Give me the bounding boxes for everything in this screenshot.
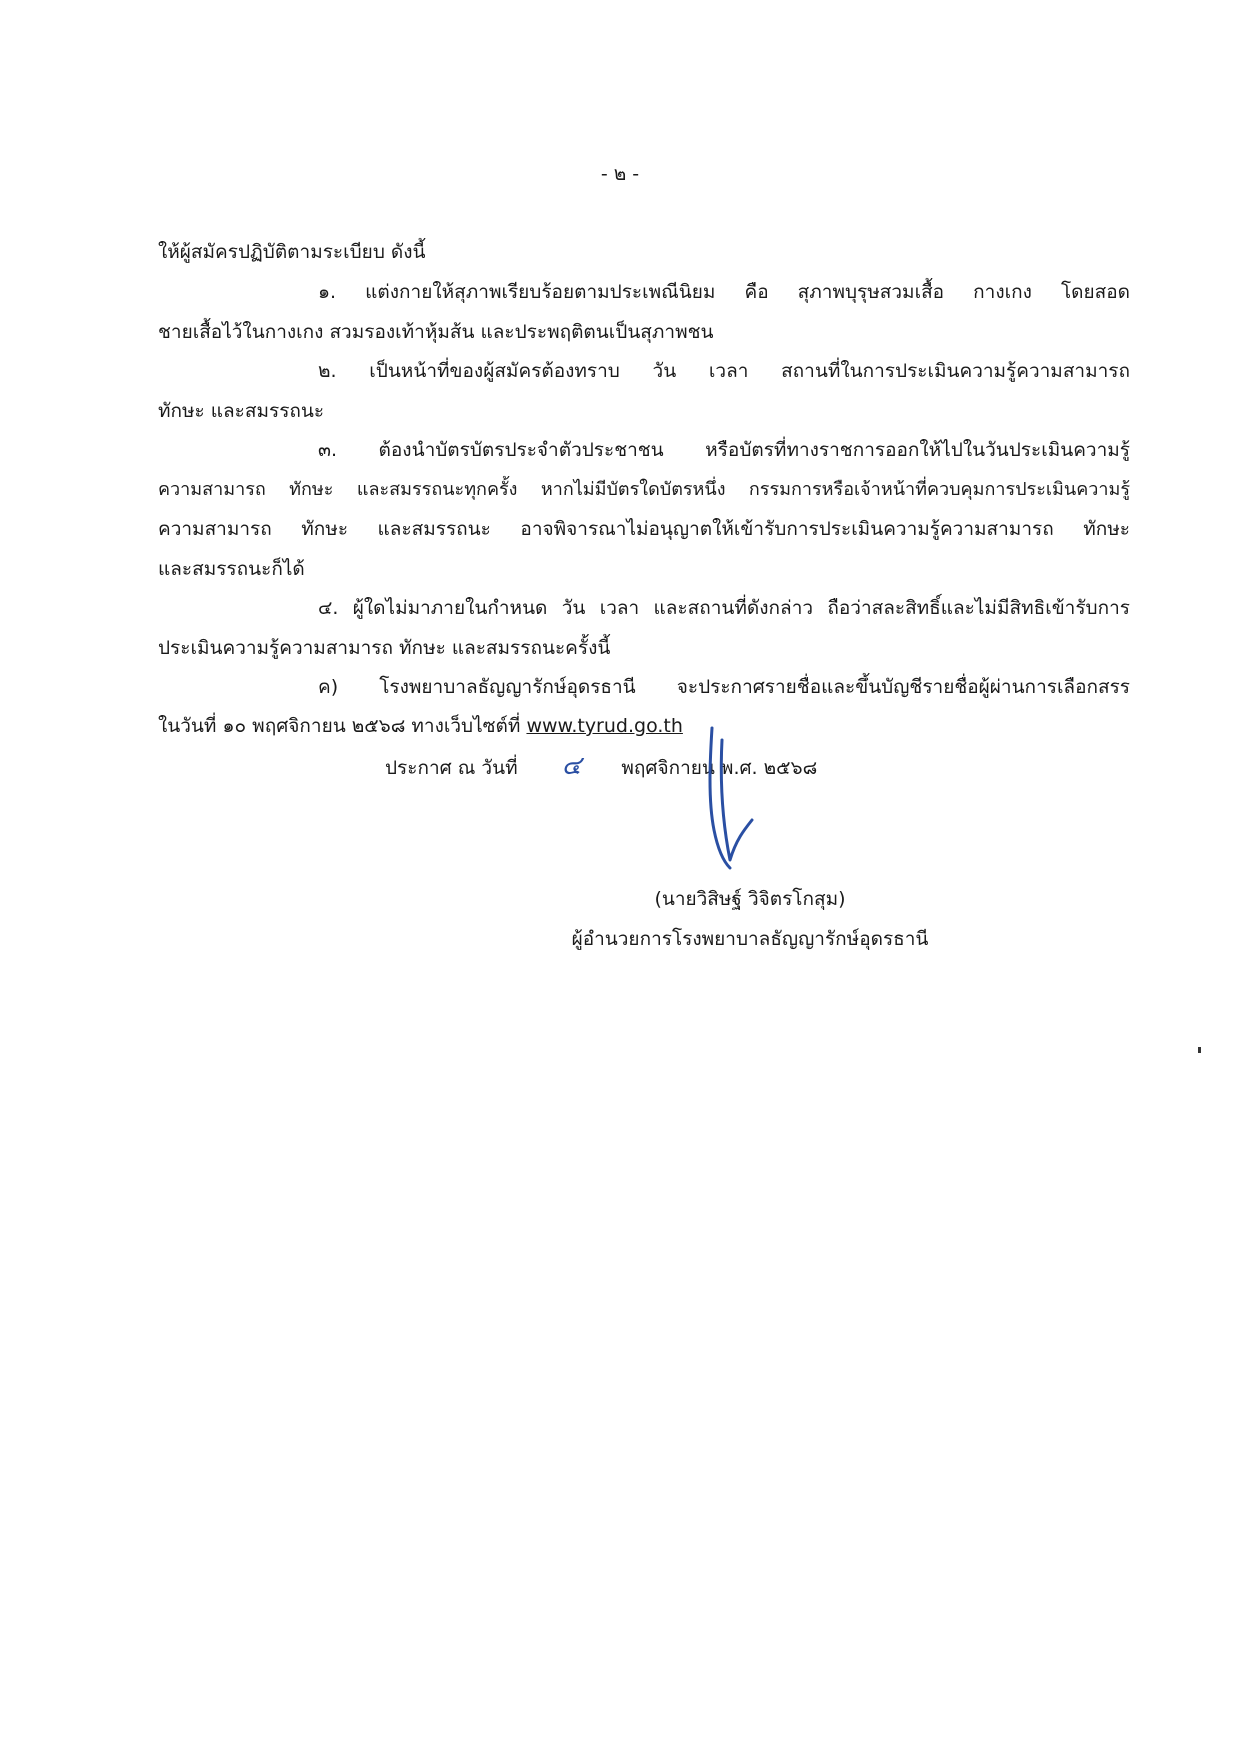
- website-link[interactable]: www.tyrud.go.th: [526, 715, 683, 737]
- page-number: - ๒ -: [600, 163, 640, 185]
- intro-text: ให้ผู้สมัครปฏิบัติตามระเบียบ ดังนี้: [158, 241, 426, 263]
- announcement-prefix: ประกาศ ณ วันที่: [385, 757, 518, 779]
- section-c-line-2: [158, 712, 683, 740]
- rule-3-line-1: ๓. ต้องนำบัตรบัตรประจำตัวประชาชน หรือบัตรที่ทางราชการออกให้ไปในวันประเมินความรู้: [318, 439, 1130, 461]
- rule-4-line-2: ประเมินความรู้ความสามารถ ทักษะ และสมรรถนะครั้งนี้: [158, 637, 611, 659]
- rule-3-line-4: และสมรรถนะก็ได้: [158, 558, 305, 580]
- rule-2-line-1: ๒. เป็นหน้าที่ของผู้สมัครต้องทราบ วัน เวลา สถานที่ในการประเมินความรู้ความสามารถ: [318, 360, 1130, 382]
- scan-mark: [1198, 1047, 1201, 1053]
- handwritten-signature: [700, 720, 780, 870]
- rule-1-line-1: ๑. แต่งกายให้สุภาพเรียบร้อยตามประเพณีนิยม คือ สุภาพบุรุษสวมเสื้อ กางเกง โดยสอด: [318, 281, 1130, 303]
- rule-2-line-2: ทักษะ และสมรรถนะ: [158, 400, 325, 422]
- rule-4-line-1: ๔. ผู้ใดไม่มาภายในกำหนด วัน เวลา และสถานที่ดังกล่าว ถือว่าสละสิทธิ์และไม่มีสิทธิเข้ารับการ: [318, 597, 1130, 619]
- signatory-title: ผู้อำนวยการโรงพยาบาลธัญญารักษ์อุดรธานี: [571, 928, 929, 950]
- signatory-name: (นายวิสิษฐ์ วิจิตรโกสุม): [654, 888, 846, 910]
- announcement-month-year: พฤศจิกายน พ.ศ. ๒๕๖๘: [621, 757, 818, 779]
- rule-3-line-3: ความสามารถ ทักษะ และสมรรถนะ อาจพิจารณาไม่อนุญาตให้เข้ารับการประเมินความรู้ความสามารถ ทักษะ: [158, 518, 1130, 540]
- rule-1-line-2: ชายเสื้อไว้ในกางเกง สวมรองเท้าหุ้มส้น และประพฤติตนเป็นสุภาพชน: [158, 321, 714, 343]
- announcement-day: ๔: [561, 751, 582, 781]
- section-c-date-text: ในวันที่ ๑๐ พฤศจิกายน ๒๕๖๘ ทางเว็บไซต์ที่: [158, 715, 527, 737]
- rule-3-line-2: ความสามารถ ทักษะ และสมรรถนะทุกครั้ง หากไม่มีบัตรใดบัตรหนึ่ง กรรมการหรือเจ้าหน้าที่ควบคุมการประเมินความรู้: [158, 479, 1130, 500]
- section-c-line-1: ค) โรงพยาบาลธัญญารักษ์อุดรธานี จะประกาศรายชื่อและขึ้นบัญชีรายชื่อผู้ผ่านการเลือกสรร: [318, 676, 1130, 698]
